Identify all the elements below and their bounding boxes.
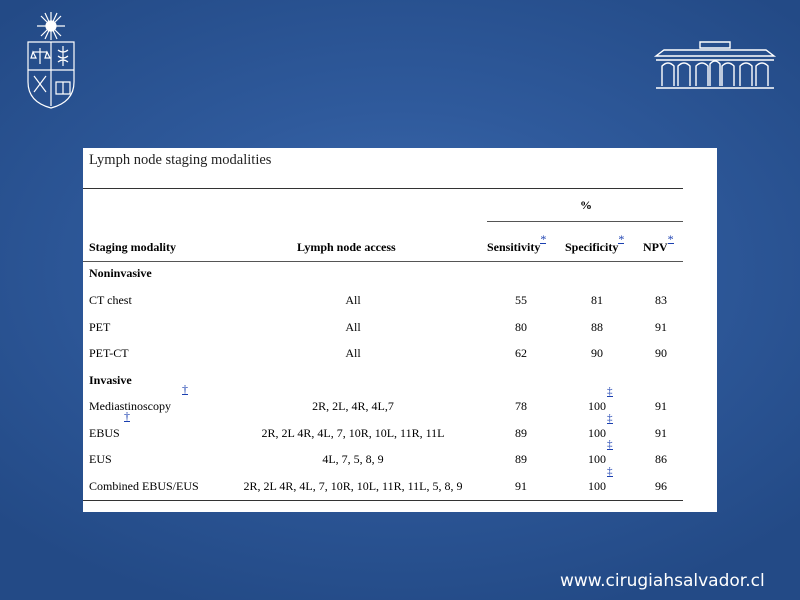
cell-npv: 86 (655, 452, 667, 466)
book-icon (56, 82, 70, 94)
section-heading (83, 373, 687, 396)
table-row (83, 320, 687, 340)
cell-modality: PET-CT (89, 346, 129, 360)
percent-rule (487, 221, 683, 222)
cell-access: 2R, 2L 4R, 4L, 7, 10R, 10L, 11R, 11L (261, 426, 445, 440)
header-sensitivity-label: Sensitivity (487, 240, 541, 254)
cell-npv: 91 (655, 320, 667, 334)
cell-npv: 91 (655, 399, 667, 413)
table-row (83, 382, 687, 419)
cell-specificity: 100 (588, 399, 606, 413)
scales-icon (31, 48, 50, 64)
cell-specificity: 100 (588, 479, 606, 493)
footnote-dagger-link[interactable]: † (182, 382, 188, 396)
table-row (83, 465, 687, 499)
tools-icon (34, 76, 46, 92)
cell-specificity: 90 (591, 346, 603, 360)
staging-table-panel (83, 148, 717, 512)
cell-access: All (345, 346, 361, 360)
rule-header-bottom (83, 261, 683, 262)
cell-specificity: 81 (591, 293, 603, 307)
cell-sensitivity: 78 (515, 399, 527, 413)
footnote-double-dagger-link[interactable]: ‡ (607, 465, 613, 477)
section-title-invasive: Invasive (89, 373, 132, 387)
table-row (83, 438, 687, 472)
header-npv (643, 232, 674, 255)
cell-access: 2R, 2L, 4R, 4L,7 (312, 399, 394, 413)
cell-modality: EBUS (89, 426, 120, 440)
university-crest-logo (22, 10, 80, 110)
cell-modality: Mediastinoscopy (89, 399, 171, 413)
cell-sensitivity: 89 (515, 452, 527, 466)
cell-npv: 90 (655, 346, 667, 360)
table-row (83, 409, 687, 446)
cell-npv: 91 (655, 426, 667, 440)
footnote-double-dagger-link[interactable]: ‡ (607, 385, 613, 397)
header-lymph-node-access: Lymph node access (297, 240, 396, 254)
cell-sensitivity: 91 (515, 479, 527, 493)
cell-sensitivity: 62 (515, 346, 527, 360)
table-row (83, 346, 687, 366)
building-columns-icon (662, 61, 768, 86)
caduceus-icon (58, 46, 68, 66)
footnote-star-link[interactable]: * (540, 232, 547, 246)
cell-specificity: 100 (588, 452, 606, 466)
cell-sensitivity: 55 (515, 293, 527, 307)
cell-specificity: 100 (588, 426, 606, 440)
cell-sensitivity: 80 (515, 320, 527, 334)
footnote-star-link[interactable]: * (667, 232, 674, 246)
header-npv-label: NPV (643, 240, 668, 254)
cell-access: All (345, 320, 361, 334)
section-heading (83, 266, 687, 286)
cell-access: All (345, 293, 361, 307)
cell-access: 4L, 7, 5, 8, 9 (322, 452, 384, 466)
percent-header: % (580, 198, 592, 212)
footer-website-url: www.cirugiahsalvador.cl (560, 571, 765, 591)
cell-modality: CT chest (89, 293, 132, 307)
table-row (83, 293, 687, 313)
cell-npv: 96 (655, 479, 667, 493)
cell-specificity: 88 (591, 320, 603, 334)
cell-sensitivity: 89 (515, 426, 527, 440)
cell-modality: EUS (89, 452, 112, 466)
hospital-building-logo (652, 40, 778, 90)
cell-modality: Combined EBUS/EUS (89, 479, 199, 493)
header-sensitivity (487, 232, 547, 255)
rule-top (83, 188, 683, 189)
cell-modality: PET (89, 320, 111, 334)
cell-npv: 83 (655, 293, 667, 307)
rule-bottom (83, 500, 683, 501)
header-specificity-label: Specificity (565, 240, 619, 254)
cell-access: 2R, 2L 4R, 4L, 7, 10R, 10L, 11R, 11L, 5, 8, 9 (243, 479, 463, 493)
footnote-star-link[interactable]: * (618, 232, 625, 246)
footnote-double-dagger-link[interactable]: ‡ (607, 438, 613, 450)
header-staging-modality: Staging modality (89, 240, 177, 254)
footnote-dagger-link[interactable]: † (124, 409, 130, 423)
section-title-noninvasive: Noninvasive (89, 266, 152, 280)
table-caption: Lymph node staging modalities (89, 152, 272, 168)
footnote-double-dagger-link[interactable]: ‡ (607, 412, 613, 424)
header-specificity (565, 232, 625, 255)
